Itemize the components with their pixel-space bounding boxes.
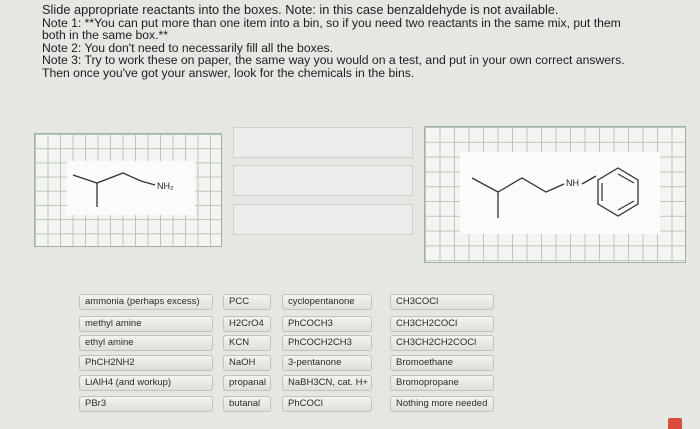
instructions [42, 4, 692, 80]
instruction-note-1-cont: both in the same box.** [42, 28, 169, 43]
instruction-note-3: Note 3: Try to work these on paper, the same way you would on a test, and put in your own correct answers. [42, 53, 625, 68]
reagent-drop-box-2[interactable] [233, 165, 413, 196]
instruction-note-1: Note 1: **You can put more than one item into a bin, so if you need two reactants in the same mix, put them [42, 15, 621, 30]
chip-pcc[interactable]: PCC [223, 294, 271, 310]
chip-h2cro4[interactable]: H2CrO4 [223, 316, 271, 332]
product-structure-box [424, 126, 686, 263]
instruction-title: Slide appropriate reactants into the boxes. Note: in this case benzaldehyde is not available. [42, 2, 559, 17]
chip-bromoethane[interactable]: Bromoethane [390, 355, 494, 371]
reagent-drop-box-1[interactable] [233, 127, 413, 158]
chip-pbr3[interactable]: PBr3 [79, 396, 213, 412]
reactant-structure-box [34, 133, 222, 247]
isobutylamine-structure [67, 161, 195, 215]
n-benzyl-isobutylamine-structure [460, 152, 660, 234]
chip-methyl-amine[interactable]: methyl amine [79, 316, 213, 332]
chip-ethyl-amine[interactable]: ethyl amine [79, 335, 213, 351]
reactant-molecule [67, 161, 195, 215]
chip-kcn[interactable]: KCN [223, 335, 271, 351]
chip-acetophenone[interactable]: PhCOCH3 [282, 316, 372, 332]
corner-app-icon[interactable] [668, 418, 682, 429]
chip-cyclopentanone[interactable]: cyclopentanone [282, 294, 372, 310]
chip-propanal[interactable]: propanal [223, 375, 271, 391]
amine-label: NH₂ [157, 181, 174, 191]
reagent-drop-box-3[interactable] [233, 204, 413, 235]
chip-acetyl-chloride[interactable]: CH3COCl [390, 294, 494, 310]
chip-lialh4[interactable]: LiAlH4 (and workup) [79, 375, 213, 391]
chip-nabh3cn[interactable]: NaBH3CN, cat. H+ [282, 375, 372, 391]
chip-3-pentanone[interactable]: 3-pentanone [282, 355, 372, 371]
chip-bromopropane[interactable]: Bromopropane [390, 375, 494, 391]
nh-label: NH [566, 178, 579, 188]
chip-propiophenone[interactable]: PhCOCH2CH3 [282, 335, 372, 351]
product-molecule [460, 152, 660, 234]
chip-benzylamine[interactable]: PhCH2NH2 [79, 355, 213, 371]
chip-butanoyl-chloride[interactable]: CH3CH2CH2COCl [390, 335, 494, 351]
chip-nothing-more-needed[interactable]: Nothing more needed [390, 396, 494, 412]
instruction-note-3-cont: Then once you've got your answer, look for the chemicals in the bins. [42, 65, 415, 80]
chip-naoh[interactable]: NaOH [223, 355, 271, 371]
instruction-note-2: Note 2: You don't need to necessarily fill all the boxes. [42, 40, 333, 55]
chip-benzoyl-chloride[interactable]: PhCOCl [282, 396, 372, 412]
chip-ammonia[interactable]: ammonia (perhaps excess) [79, 294, 213, 310]
chip-butanal[interactable]: butanal [223, 396, 271, 412]
chip-propanoyl-chloride[interactable]: CH3CH2COCl [390, 316, 494, 332]
